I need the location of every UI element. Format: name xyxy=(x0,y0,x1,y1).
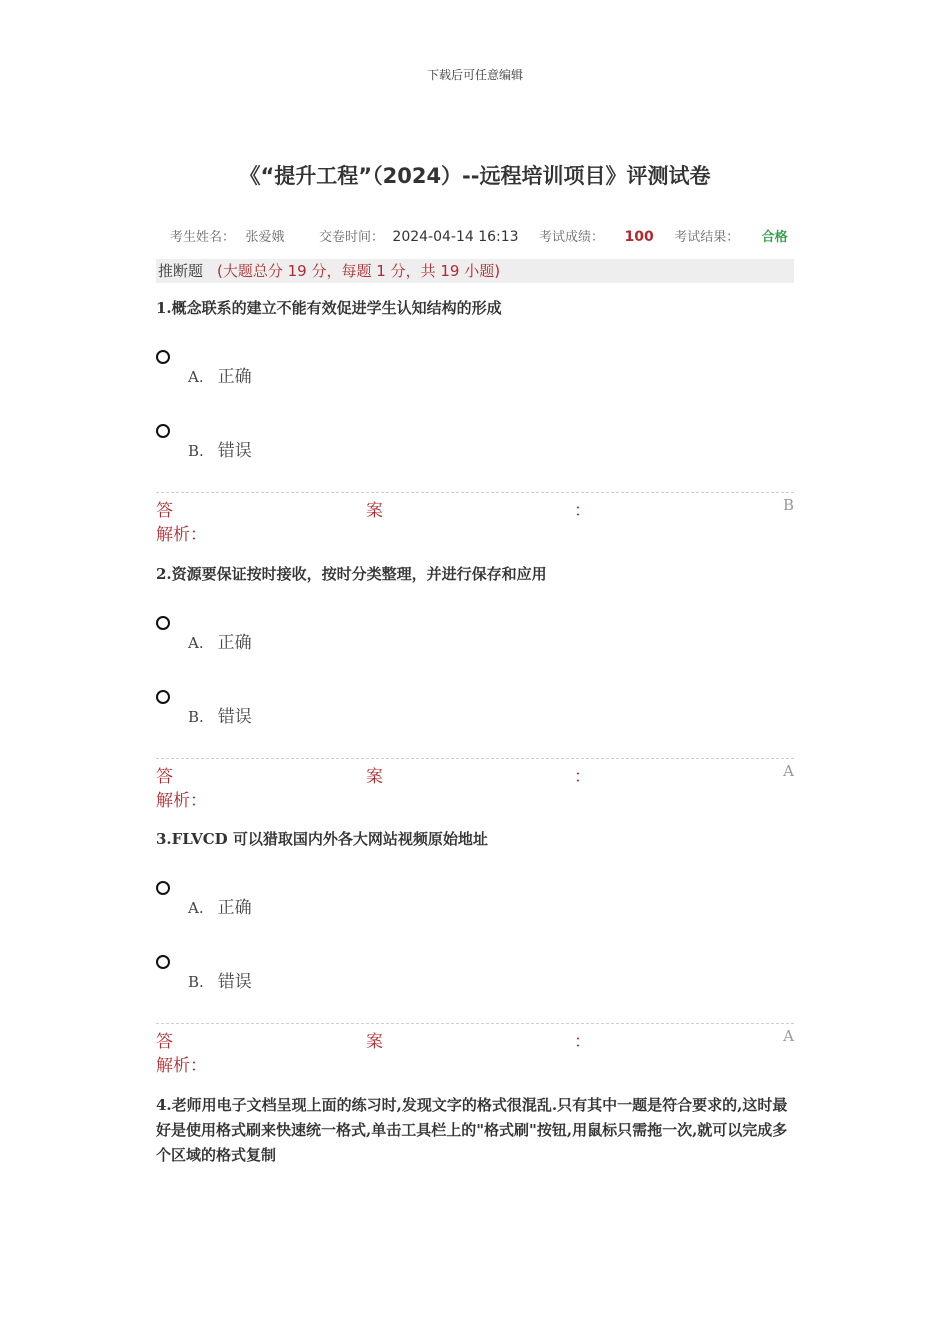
candidate-name: 张爱娥 xyxy=(245,230,285,245)
question-4 xyxy=(156,1093,796,1168)
radio-button[interactable] xyxy=(156,616,170,630)
answer-row: 答 案 ： A xyxy=(156,1027,794,1052)
option-a[interactable] xyxy=(156,616,456,656)
radio-button[interactable] xyxy=(156,690,170,704)
name-label: 考生姓名： xyxy=(170,230,236,245)
section-name: 推断题 xyxy=(158,262,204,280)
option-letter: A. xyxy=(188,899,204,917)
answer-row: 答 案 ： A xyxy=(156,762,794,787)
option-label: 错误 xyxy=(217,707,252,727)
correct-answer: A xyxy=(783,1027,794,1045)
question-text: 4.老师用电子文档呈现上面的练习时,发现文字的格式很混乱.只有其中一题是符合要求的,这时最好是使用格式刷来快速统一格式,单击工具栏上的"格式刷"按钮,用鼠标只需拖一次,就可以完成多个区域的格式复制 xyxy=(156,1096,788,1164)
option-label: 错误 xyxy=(217,441,252,461)
option-a[interactable] xyxy=(156,881,456,921)
answer-row: 答 案 ： B xyxy=(156,496,794,521)
radio-button[interactable] xyxy=(156,955,170,969)
divider xyxy=(156,492,794,493)
question-3 xyxy=(156,827,796,1077)
exam-score: 100 xyxy=(624,229,654,245)
section-header xyxy=(156,259,794,283)
option-letter: B. xyxy=(188,708,204,726)
correct-answer: A xyxy=(783,762,794,780)
submit-time: 2024-04-14 16:13 xyxy=(392,229,519,245)
analysis-label: 解析： xyxy=(156,791,207,811)
option-b[interactable] xyxy=(156,955,456,995)
analysis-label: 解析： xyxy=(156,525,207,545)
question-text: 1.概念联系的建立不能有效促进学生认知结构的形成 xyxy=(156,299,502,317)
option-label: 正确 xyxy=(217,898,252,918)
radio-button[interactable] xyxy=(156,424,170,438)
radio-button[interactable] xyxy=(156,350,170,364)
result-label: 考试结果： xyxy=(674,230,740,245)
divider xyxy=(156,1023,794,1024)
exam-info-row xyxy=(170,226,810,245)
option-letter: A. xyxy=(188,368,204,386)
question-text: 3.FLVCD 可以猎取国内外各大网站视频原始地址 xyxy=(156,830,488,848)
exam-result: 合格 xyxy=(761,230,788,245)
option-label: 正确 xyxy=(217,367,252,387)
score-label: 考试成绩： xyxy=(539,230,605,245)
option-letter: B. xyxy=(188,442,204,460)
exam-title: 《“提升工程”（2024）--远程培训项目》评测试卷 xyxy=(239,164,711,188)
option-label: 正确 xyxy=(217,633,252,653)
time-label: 交卷时间： xyxy=(318,230,384,245)
header-note: 下载后可任意编辑 xyxy=(426,68,523,82)
option-letter: A. xyxy=(188,634,204,652)
option-label: 错误 xyxy=(217,972,252,992)
question-text: 2.资源要保证按时接收，按时分类整理，并进行保存和应用 xyxy=(156,565,547,583)
question-1 xyxy=(156,296,796,546)
divider xyxy=(156,758,794,759)
option-b[interactable] xyxy=(156,690,456,730)
option-b[interactable] xyxy=(156,424,456,464)
correct-answer: B xyxy=(782,496,794,514)
option-a[interactable] xyxy=(156,350,456,390)
radio-button[interactable] xyxy=(156,881,170,895)
question-2 xyxy=(156,562,796,812)
option-letter: B. xyxy=(188,973,204,991)
analysis-label: 解析： xyxy=(156,1056,207,1076)
section-meta: (大题总分 19 分，每题 1 分，共 19 小题) xyxy=(217,262,501,280)
